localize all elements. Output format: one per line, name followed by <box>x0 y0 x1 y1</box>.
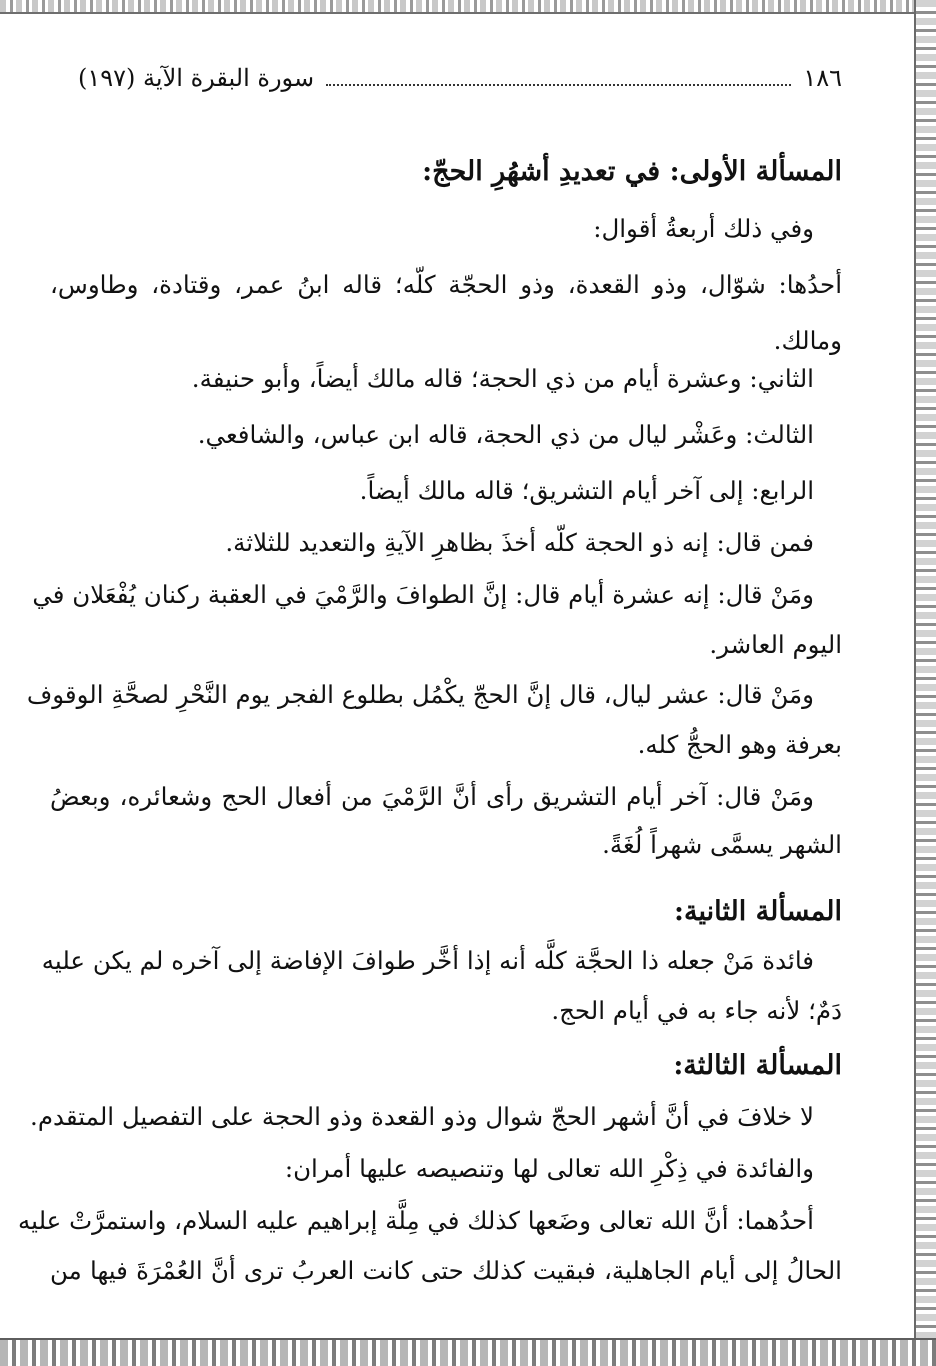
section-heading: المسألة الثانية: <box>674 896 842 927</box>
text-line: ومالك. <box>773 326 842 355</box>
text-line: أحدُهما: أنَّ الله تعالى وضَعها كذلك في مِلَّة إبراهيم عليه السلام، واستمرَّتْ عليه <box>18 1206 814 1235</box>
section-heading: المسألة الثالثة: <box>673 1050 842 1081</box>
section-heading: المسألة الأولى: في تعديدِ أشهُرِ الحجّ: <box>422 156 842 187</box>
running-header <box>78 58 842 98</box>
text-line: ومَنْ قال: آخر أيام التشريق رأى أنَّ الرَّمْيَ من أفعال الحج وشعائره، وبعضُ <box>50 782 814 811</box>
text-line: الحالُ إلى أيام الجاهلية، فبقيت كذلك حتى كانت العربُ ترى أنَّ العُمْرَةَ فيها من <box>50 1256 842 1285</box>
text-line: فمن قال: إنه ذو الحجة كلّه أخذَ بظاهرِ الآيةِ والتعديد للثلاثة. <box>225 528 814 557</box>
text-line: الرابع: إلى آخر أيام التشريق؛ قاله مالك أيضاً. <box>359 476 814 505</box>
text-line: ومَنْ قال: عشر ليال، قال إنَّ الحجّ يكْمُل بطلوع الفجر يوم النَّحْرِ لصحَّةِ الوقوف <box>26 680 814 709</box>
text-line: بعرفة وهو الحجُّ كله. <box>637 730 842 759</box>
text-line: والفائدة في ذِكْرِ الله تعالى لها وتنصيصه عليها أمران: <box>284 1154 814 1183</box>
text-line: اليوم العاشر. <box>709 630 842 659</box>
page-number: ١٨٦ <box>803 64 842 92</box>
header-dot-leader <box>326 84 791 86</box>
book-page <box>18 0 842 1366</box>
text-line: الشهر يسمَّى شهراً لُغَةً. <box>602 830 842 859</box>
text-line: فائدة مَنْ جعله ذا الحجَّة كلَّه أنه إذا أخَّر طوافَ الإفاضة إلى آخره لم يكن عليه <box>41 946 814 975</box>
text-line: الثالث: وعَشْر ليال من ذي الحجة، قاله ابن عباس، والشافعي. <box>197 420 814 449</box>
text-line: وفي ذلك أربعةُ أقوال: <box>593 214 814 243</box>
ornamental-border-right <box>914 0 936 1366</box>
text-line: ومَنْ قال: إنه عشرة أيام قال: إنَّ الطوافَ والرَّمْيَ في العقبة ركنان يُفْعَلان في <box>32 580 814 609</box>
running-title: سورة البقرة الآية (١٩٧) <box>78 64 315 92</box>
text-line: دَمٌ؛ لأنه جاء به في أيام الحج. <box>551 996 842 1025</box>
text-line: الثاني: وعشرة أيام من ذي الحجة؛ قاله مالك أيضاً، وأبو حنيفة. <box>191 364 814 393</box>
text-line: أحدُها: شوّال، وذو القعدة، وذو الحجّة كلّه؛ قاله ابنُ عمر، وقتادة، وطاوس، <box>50 270 842 299</box>
text-line: لا خلافَ في أنَّ أشهر الحجّ شوال وذو القعدة وذو الحجة على التفصيل المتقدم. <box>30 1102 814 1131</box>
